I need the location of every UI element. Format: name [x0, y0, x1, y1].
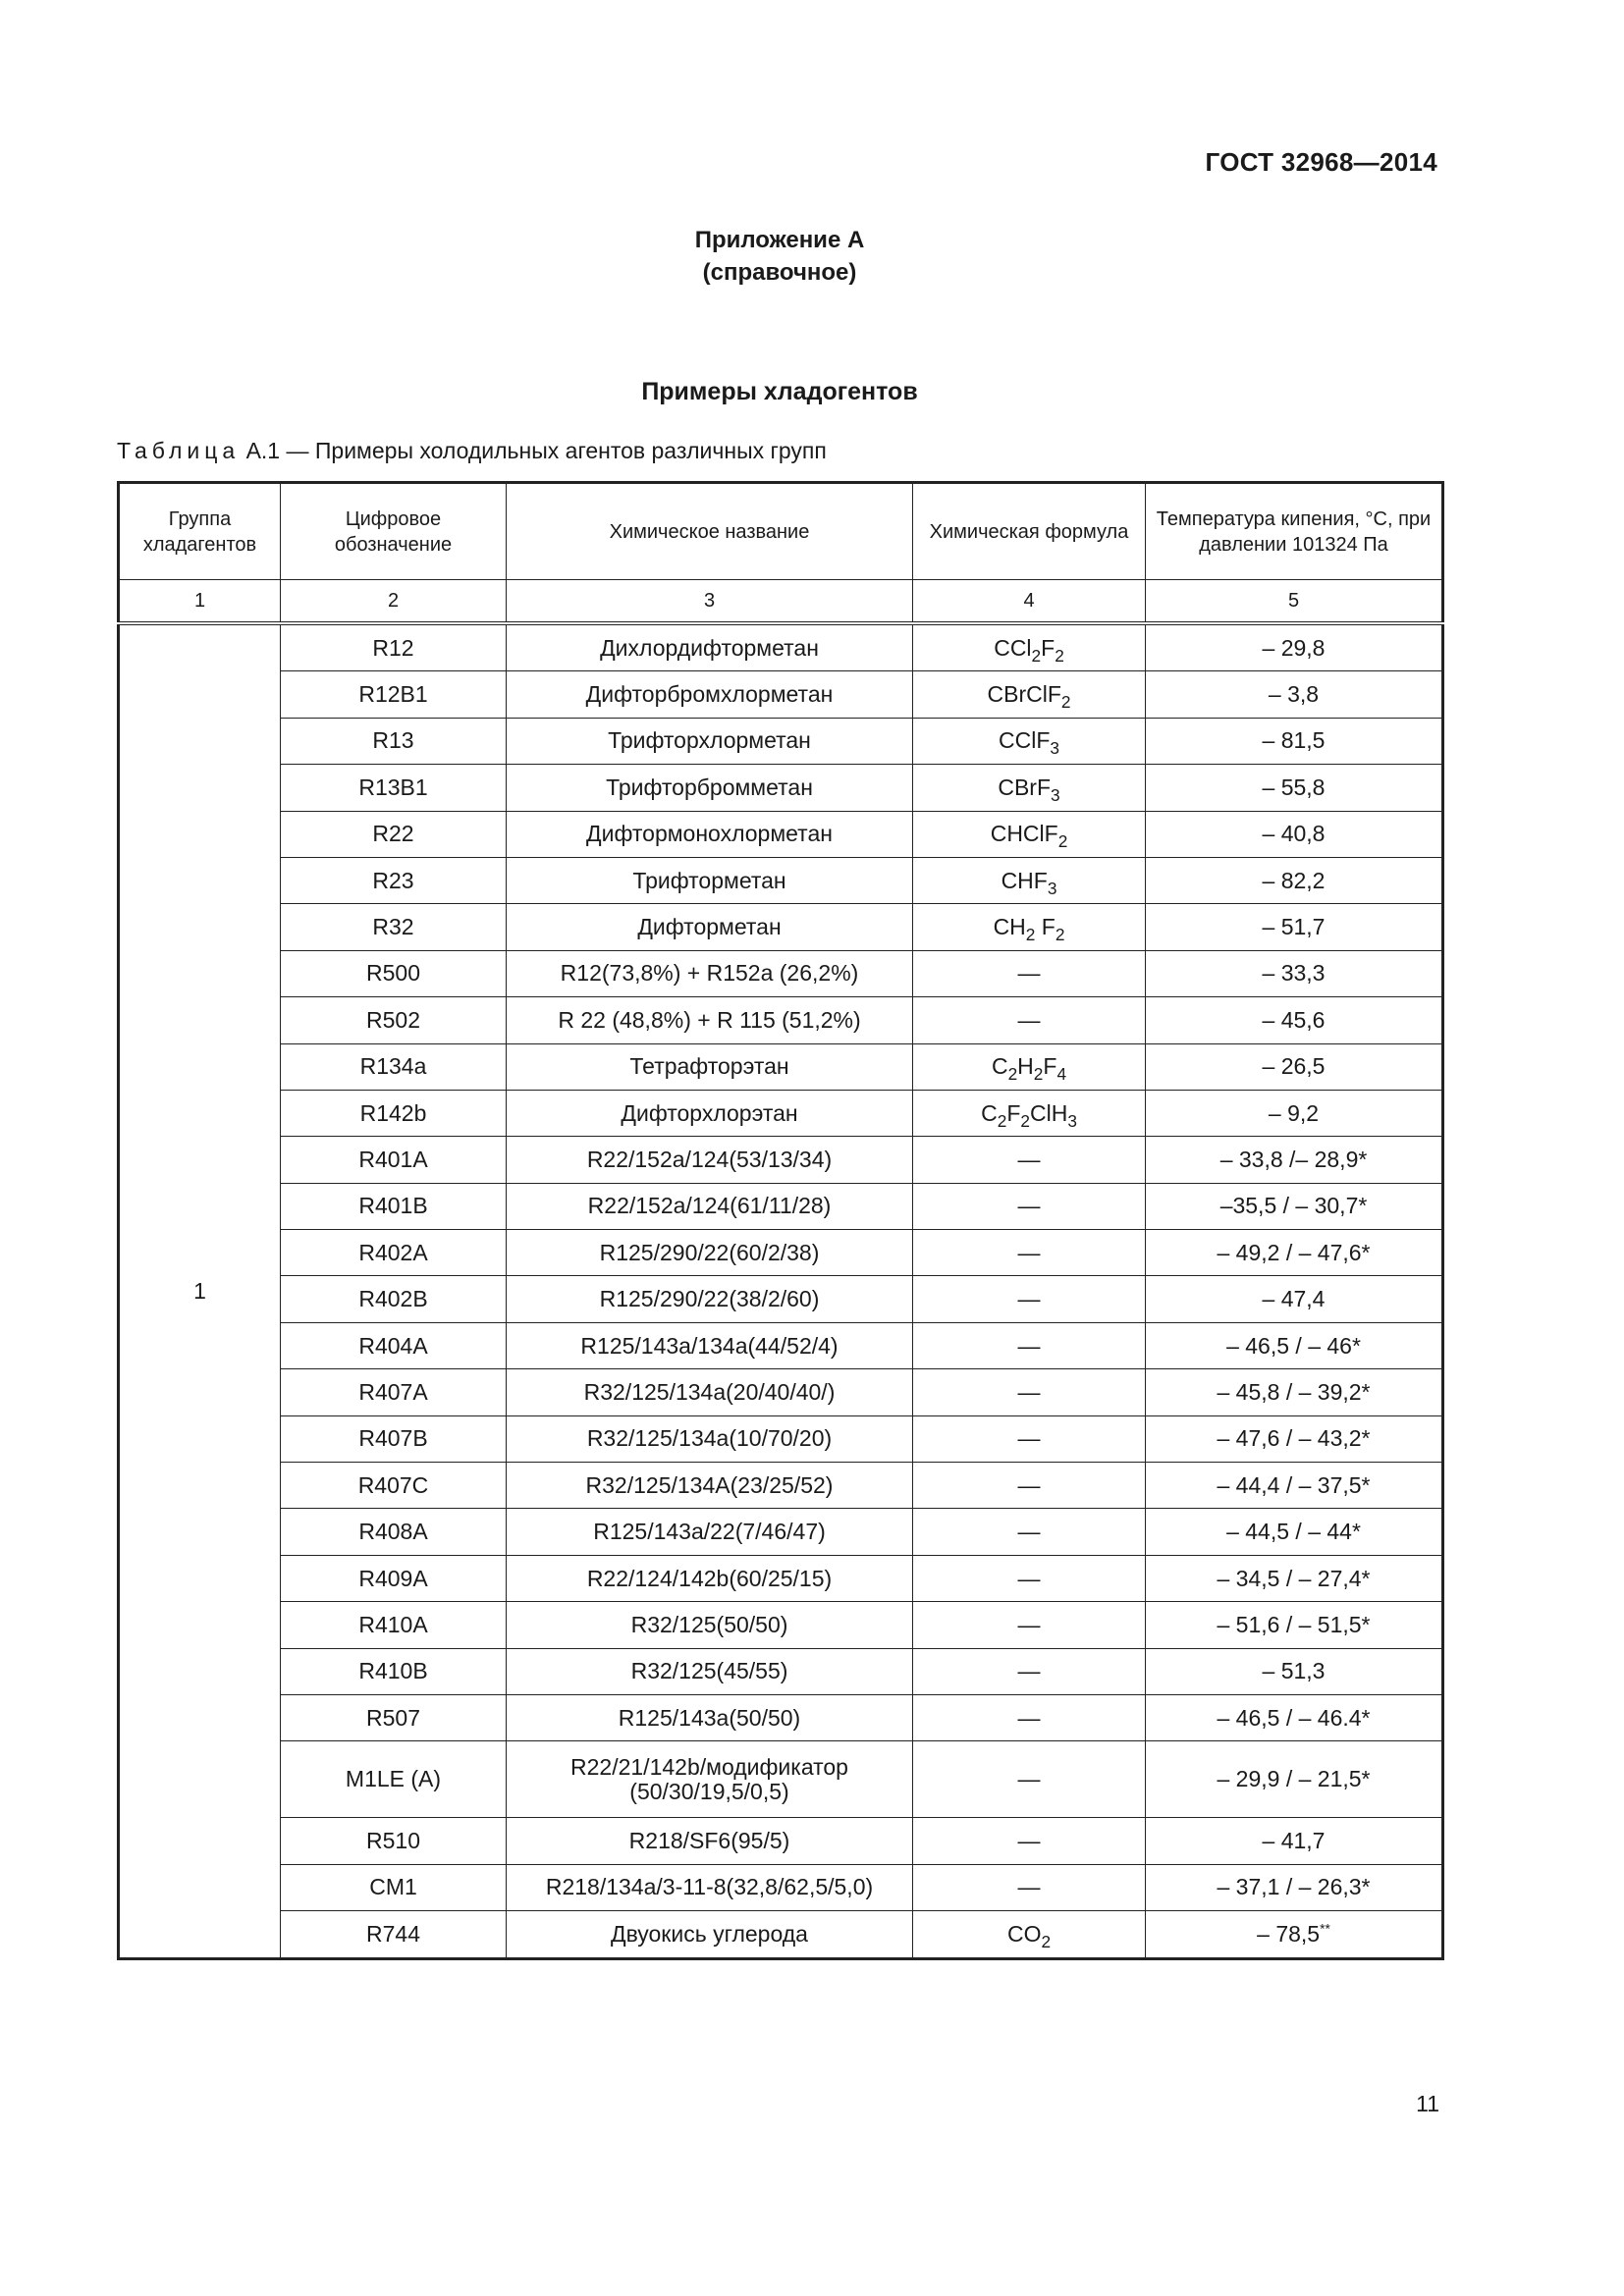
- col-header-name: Химическое название: [507, 483, 913, 580]
- formula-cell: —: [913, 1694, 1146, 1740]
- temperature-value: – 40,8: [1262, 821, 1326, 847]
- code-cell: R401B: [281, 1183, 507, 1229]
- name-cell: Дифторметан: [507, 904, 913, 950]
- formula-cell: —: [913, 1183, 1146, 1229]
- table-row: [119, 623, 1443, 671]
- temperature-value: – 26,5: [1262, 1053, 1326, 1080]
- code-cell: R507: [281, 1694, 507, 1740]
- temperature-cell: [1146, 1090, 1443, 1136]
- table-row: [119, 1509, 1443, 1555]
- formula-cell: —: [913, 1602, 1146, 1648]
- formula-element: F: [1035, 914, 1056, 940]
- formula-cell: [913, 811, 1146, 857]
- formula-subscript: 3: [1047, 878, 1057, 898]
- formula-cell: —: [913, 1741, 1146, 1818]
- name-cell: R218/134a/3-11-8(32,8/62,5/5,0): [507, 1864, 913, 1910]
- formula-element: CO: [1006, 1920, 1042, 1947]
- temperature-value: – 45,6: [1262, 1006, 1326, 1033]
- name-cell: R22/124/142b(60/25/15): [507, 1555, 913, 1601]
- code-cell: R510: [281, 1818, 507, 1864]
- col-number: 4: [913, 580, 1146, 624]
- name-cell: Двуокись углерода: [507, 1911, 913, 1958]
- table-row: [119, 765, 1443, 811]
- temperature-cell: [1146, 1183, 1443, 1229]
- table-row: [119, 857, 1443, 903]
- formula-element: CHF: [1001, 867, 1048, 893]
- temperature-footnote-mark: **: [1320, 1921, 1330, 1937]
- name-cell: R125/143a(50/50): [507, 1694, 913, 1740]
- code-cell: R401A: [281, 1137, 507, 1183]
- formula-cell: —: [913, 1864, 1146, 1910]
- name-cell: Трифторметан: [507, 857, 913, 903]
- temperature-cell: [1146, 1602, 1443, 1648]
- temperature-cell: [1146, 1911, 1443, 1958]
- temperature-value: – 47,6 / – 43,2*: [1217, 1425, 1371, 1452]
- formula-subscript: 2: [997, 1110, 1007, 1131]
- temperature-value: – 3,8: [1268, 681, 1320, 708]
- code-cell: R22: [281, 811, 507, 857]
- table-header-row: [119, 483, 1443, 580]
- table-row: [119, 997, 1443, 1043]
- temperature-value: – 44,5 / – 44*: [1226, 1519, 1361, 1545]
- temperature-value: – 46,5 / – 46*: [1226, 1332, 1361, 1359]
- formula-cell: —: [913, 1818, 1146, 1864]
- code-cell: CM1: [281, 1864, 507, 1910]
- section-title: Примеры хладогентов: [641, 378, 918, 405]
- table-row: [119, 904, 1443, 950]
- refrigerants-table: [117, 481, 1444, 1960]
- table-row: [119, 1911, 1443, 1958]
- code-cell: R402B: [281, 1276, 507, 1322]
- formula-element: F: [1043, 1053, 1057, 1080]
- temperature-cell: [1146, 1230, 1443, 1276]
- temperature-value: – 82,2: [1262, 867, 1326, 893]
- temperature-cell: [1146, 1322, 1443, 1368]
- name-cell: Дихлордифторметан: [507, 623, 913, 671]
- appendix-subtitle: (справочное): [702, 259, 857, 286]
- formula-element: C: [981, 1099, 998, 1126]
- col-header-temperature: Температура кипения, °С, при давлении 101324 Па: [1146, 483, 1443, 580]
- table-number-row: [119, 580, 1443, 624]
- formula-subscript: 3: [1067, 1110, 1077, 1131]
- formula-element: CBrClF: [987, 681, 1061, 708]
- name-cell: Трифторбромметан: [507, 765, 913, 811]
- page-number: 11: [1416, 2091, 1439, 2116]
- code-cell: R13B1: [281, 765, 507, 811]
- temperature-value: – 51,3: [1262, 1658, 1326, 1684]
- table-caption-text: А.1 — Примеры холодильных агентов различных групп: [240, 438, 827, 463]
- code-cell: R407A: [281, 1369, 507, 1415]
- formula-element: CCl: [994, 634, 1032, 661]
- code-cell: R134a: [281, 1043, 507, 1090]
- code-cell: R402A: [281, 1230, 507, 1276]
- temperature-value: – 51,6 / – 51,5*: [1217, 1611, 1371, 1637]
- temperature-value: – 29,8: [1262, 634, 1326, 661]
- formula-cell: —: [913, 1463, 1146, 1509]
- temperature-value: – 33,3: [1262, 960, 1326, 987]
- temperature-cell: [1146, 1864, 1443, 1910]
- formula-cell: —: [913, 997, 1146, 1043]
- formula-cell: [913, 765, 1146, 811]
- formula-subscript: 2: [1025, 925, 1036, 945]
- temperature-value: – 29,9 / – 21,5*: [1217, 1766, 1371, 1792]
- col-header-group: Группа хладагентов: [119, 483, 281, 580]
- formula-element: CClF: [999, 727, 1051, 754]
- name-cell: R125/290/22(60/2/38): [507, 1230, 913, 1276]
- col-number: 3: [507, 580, 913, 624]
- table-row: [119, 1137, 1443, 1183]
- table-row: [119, 671, 1443, 718]
- code-cell: R744: [281, 1911, 507, 1958]
- temperature-cell: [1146, 857, 1443, 903]
- name-cell: Трифторхлорметан: [507, 718, 913, 764]
- name-cell: R22/21/142b/модификатор (50/30/19,5/0,5): [507, 1741, 913, 1818]
- group-cell: 1: [119, 623, 281, 1958]
- table-row: [119, 1864, 1443, 1910]
- name-cell: R32/125/134a(20/40/40/): [507, 1369, 913, 1415]
- name-cell: R125/143a/134a(44/52/4): [507, 1322, 913, 1368]
- temperature-cell: [1146, 1818, 1443, 1864]
- temperature-cell: [1146, 1648, 1443, 1694]
- appendix-title: Приложение А: [694, 227, 865, 253]
- temperature-cell: [1146, 1369, 1443, 1415]
- code-cell: R12B1: [281, 671, 507, 718]
- formula-subscript: 2: [1057, 831, 1068, 852]
- col-number: 1: [119, 580, 281, 624]
- name-cell: Дифторхлорэтан: [507, 1090, 913, 1136]
- table-row: [119, 1230, 1443, 1276]
- appendix-heading: [0, 224, 1559, 289]
- temperature-value: – 37,1 / – 26,3*: [1217, 1874, 1371, 1900]
- formula-subscript: 2: [1033, 1064, 1044, 1085]
- temperature-value: – 51,7: [1262, 914, 1326, 940]
- formula-cell: [913, 1090, 1146, 1136]
- formula-cell: —: [913, 1555, 1146, 1601]
- temperature-cell: [1146, 811, 1443, 857]
- table-row: [119, 1694, 1443, 1740]
- temperature-cell: [1146, 623, 1443, 671]
- table-row: [119, 1415, 1443, 1462]
- formula-element: C: [991, 1053, 1008, 1080]
- name-cell: R32/125/134A(23/25/52): [507, 1463, 913, 1509]
- name-cell: R22/152a/124(53/13/34): [507, 1137, 913, 1183]
- formula-cell: [913, 857, 1146, 903]
- code-cell: R12: [281, 623, 507, 671]
- temperature-cell: [1146, 950, 1443, 996]
- table-row: [119, 811, 1443, 857]
- formula-cell: [913, 623, 1146, 671]
- temperature-cell: [1146, 1741, 1443, 1818]
- name-cell: Тетрафторэтан: [507, 1043, 913, 1090]
- code-cell: R407B: [281, 1415, 507, 1462]
- code-cell: R500: [281, 950, 507, 996]
- temperature-value: – 45,8 / – 39,2*: [1217, 1378, 1371, 1405]
- col-number: 2: [281, 580, 507, 624]
- table-caption: [117, 438, 827, 464]
- code-cell: R410A: [281, 1602, 507, 1648]
- table-row: [119, 1276, 1443, 1322]
- temperature-cell: [1146, 718, 1443, 764]
- temperature-cell: [1146, 997, 1443, 1043]
- name-cell: R12(73,8%) + R152a (26,2%): [507, 950, 913, 996]
- code-cell: R142b: [281, 1090, 507, 1136]
- name-cell: R 22 (48,8%) + R 115 (51,2%): [507, 997, 913, 1043]
- formula-subscript: 3: [1051, 784, 1060, 805]
- formula-element: ClH: [1029, 1099, 1068, 1126]
- name-cell: R32/125/134a(10/70/20): [507, 1415, 913, 1462]
- col-header-code: Цифровое обозначение: [281, 483, 507, 580]
- temperature-value: – 33,8 /– 28,9*: [1219, 1146, 1368, 1172]
- formula-cell: —: [913, 1509, 1146, 1555]
- temperature-cell: [1146, 1463, 1443, 1509]
- temperature-value: – 34,5 / – 27,4*: [1217, 1565, 1371, 1591]
- code-cell: R23: [281, 857, 507, 903]
- formula-subscript: 2: [1041, 1931, 1052, 1951]
- code-cell: R32: [281, 904, 507, 950]
- temperature-cell: [1146, 1509, 1443, 1555]
- table-row: [119, 1555, 1443, 1601]
- formula-element: H: [1017, 1053, 1034, 1080]
- formula-subscript: 4: [1056, 1064, 1067, 1085]
- code-cell: R408A: [281, 1509, 507, 1555]
- temperature-cell: [1146, 1137, 1443, 1183]
- code-cell: R407C: [281, 1463, 507, 1509]
- temperature-value: – 49,2 / – 47,6*: [1217, 1239, 1371, 1265]
- formula-subscript: 3: [1050, 738, 1059, 759]
- table-row: [119, 718, 1443, 764]
- name-cell: R32/125(50/50): [507, 1602, 913, 1648]
- table-row: [119, 950, 1443, 996]
- temperature-value: –35,5 / – 30,7*: [1219, 1193, 1368, 1219]
- code-cell: R410B: [281, 1648, 507, 1694]
- name-cell: R32/125(45/55): [507, 1648, 913, 1694]
- table-row: [119, 1369, 1443, 1415]
- formula-element: CHClF: [990, 821, 1058, 847]
- formula-cell: —: [913, 1648, 1146, 1694]
- formula-cell: —: [913, 1415, 1146, 1462]
- name-cell: R125/143a/22(7/46/47): [507, 1509, 913, 1555]
- code-cell: R502: [281, 997, 507, 1043]
- formula-element: F: [1041, 634, 1056, 661]
- code-cell: R409A: [281, 1555, 507, 1601]
- table-row: [119, 1818, 1443, 1864]
- temperature-cell: [1146, 904, 1443, 950]
- formula-cell: —: [913, 950, 1146, 996]
- name-cell: R125/290/22(38/2/60): [507, 1276, 913, 1322]
- formula-cell: —: [913, 1322, 1146, 1368]
- formula-cell: [913, 1043, 1146, 1090]
- name-cell: Дифтормонохлорметан: [507, 811, 913, 857]
- formula-subscript: 2: [1060, 692, 1071, 713]
- formula-cell: [913, 1911, 1146, 1958]
- temperature-cell: [1146, 1694, 1443, 1740]
- formula-cell: —: [913, 1230, 1146, 1276]
- temperature-cell: [1146, 765, 1443, 811]
- temperature-cell: [1146, 671, 1443, 718]
- temperature-value: – 46,5 / – 46.4*: [1217, 1704, 1371, 1731]
- formula-cell: —: [913, 1369, 1146, 1415]
- table-row: [119, 1322, 1443, 1368]
- temperature-cell: [1146, 1555, 1443, 1601]
- name-cell: Дифторбромхлорметан: [507, 671, 913, 718]
- name-cell: R218/SF6(95/5): [507, 1818, 913, 1864]
- temperature-value: – 44,4 / – 37,5*: [1217, 1471, 1371, 1498]
- col-header-formula: Химическая формула: [913, 483, 1146, 580]
- temperature-value: – 9,2: [1268, 1099, 1320, 1126]
- code-cell: M1LE (A): [281, 1741, 507, 1818]
- formula-element: CBrF: [998, 774, 1052, 800]
- table-row: [119, 1463, 1443, 1509]
- col-number: 5: [1146, 580, 1443, 624]
- table-row: [119, 1183, 1443, 1229]
- temperature-value: – 81,5: [1262, 727, 1326, 754]
- formula-cell: —: [913, 1276, 1146, 1322]
- formula-cell: [913, 671, 1146, 718]
- table-row: [119, 1043, 1443, 1090]
- formula-subscript: 2: [1055, 925, 1065, 945]
- temperature-cell: [1146, 1276, 1443, 1322]
- code-cell: R13: [281, 718, 507, 764]
- temperature-value: – 41,7: [1262, 1828, 1326, 1854]
- table-caption-label: Таблица: [117, 438, 241, 463]
- formula-element: CH: [993, 914, 1026, 940]
- name-cell: R22/152a/124(61/11/28): [507, 1183, 913, 1229]
- temperature-cell: [1146, 1043, 1443, 1090]
- table-row: [119, 1090, 1443, 1136]
- temperature-cell: [1146, 1415, 1443, 1462]
- formula-cell: —: [913, 1137, 1146, 1183]
- formula-subscript: 2: [1007, 1064, 1018, 1085]
- code-cell: R404A: [281, 1322, 507, 1368]
- formula-subscript: 2: [1020, 1110, 1030, 1131]
- standard-number: ГОСТ 32968—2014: [1205, 147, 1437, 177]
- table-row: [119, 1602, 1443, 1648]
- temperature-value: – 78,5: [1257, 1920, 1321, 1947]
- formula-element: F: [1006, 1099, 1021, 1126]
- formula-cell: [913, 718, 1146, 764]
- temperature-value: – 55,8: [1262, 774, 1326, 800]
- formula-subscript: 2: [1055, 645, 1064, 666]
- table-row: [119, 1648, 1443, 1694]
- temperature-value: – 47,4: [1262, 1286, 1326, 1312]
- table-body: [119, 623, 1443, 1958]
- table-row: [119, 1741, 1443, 1818]
- formula-subscript: 2: [1031, 645, 1042, 666]
- formula-cell: [913, 904, 1146, 950]
